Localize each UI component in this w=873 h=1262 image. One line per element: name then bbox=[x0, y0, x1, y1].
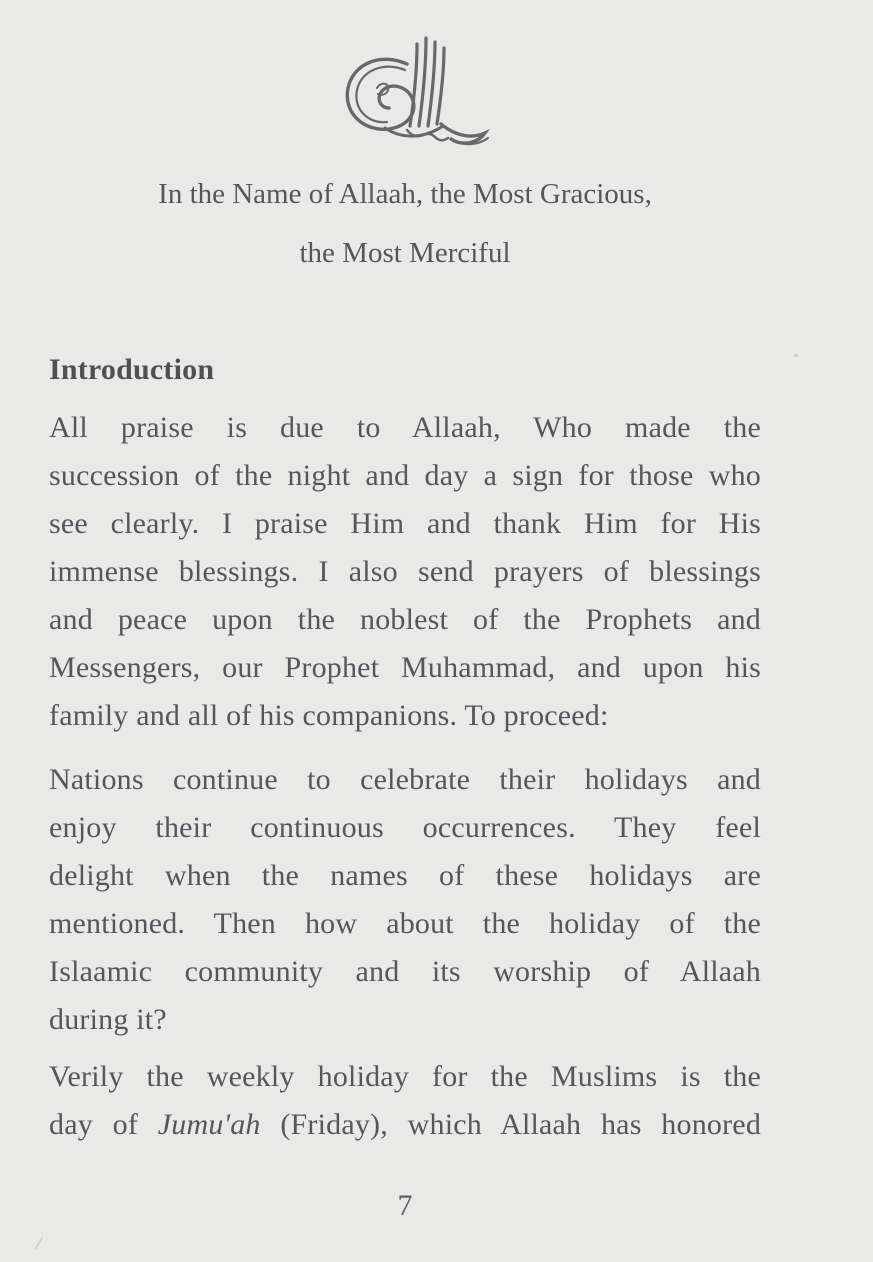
body-line: Verily the weekly holiday for the Muslims is the bbox=[49, 1060, 761, 1093]
body-line: Islaamic community and its worship of Allaah bbox=[49, 955, 761, 988]
basmala-translation-line-1: In the Name of Allaah, the Most Gracious, bbox=[158, 178, 652, 210]
body-line: mentioned. Then how about the holiday of the bbox=[49, 907, 761, 940]
body-line: immense blessings. I also send prayers of blessings bbox=[49, 555, 761, 588]
body-line: family and all of his companions. To proceed: bbox=[49, 699, 609, 732]
scan-artifact-mark bbox=[34, 1237, 43, 1250]
paragraph-3 bbox=[49, 1053, 761, 1149]
bismillah-calligraphy-icon bbox=[325, 34, 495, 152]
body-line: All praise is due to Allaah, Who made the bbox=[49, 411, 761, 444]
body-line: enjoy their continuous occurrences. They feel bbox=[49, 811, 761, 844]
basmala-translation-line-2: the Most Merciful bbox=[299, 237, 511, 269]
body-line: succession of the night and day a sign for those who bbox=[49, 459, 761, 492]
body-line: see clearly. I praise Him and thank Him for His bbox=[49, 507, 761, 540]
page-number: 7 bbox=[397, 1189, 413, 1222]
body-line: during it? bbox=[49, 1003, 167, 1036]
body-line: delight when the names of these holidays are bbox=[49, 859, 761, 892]
body-line-segment: day of bbox=[49, 1108, 139, 1141]
section-heading: Introduction bbox=[49, 353, 215, 386]
paragraph-1 bbox=[49, 404, 761, 740]
body-line: and peace upon the noblest of the Prophets and bbox=[49, 603, 761, 636]
body-line-italic-term: Jumu'ah bbox=[157, 1108, 261, 1141]
body-line-segment: (Friday), which Allaah has honored bbox=[280, 1108, 762, 1141]
body-line: Messengers, our Prophet Muhammad, and upon his bbox=[49, 651, 761, 684]
body-line-mixed bbox=[49, 1101, 761, 1149]
scan-artifact-speck bbox=[794, 354, 798, 357]
paragraph-2 bbox=[49, 756, 761, 1044]
body-line: Nations continue to celebrate their holidays and bbox=[49, 763, 761, 796]
